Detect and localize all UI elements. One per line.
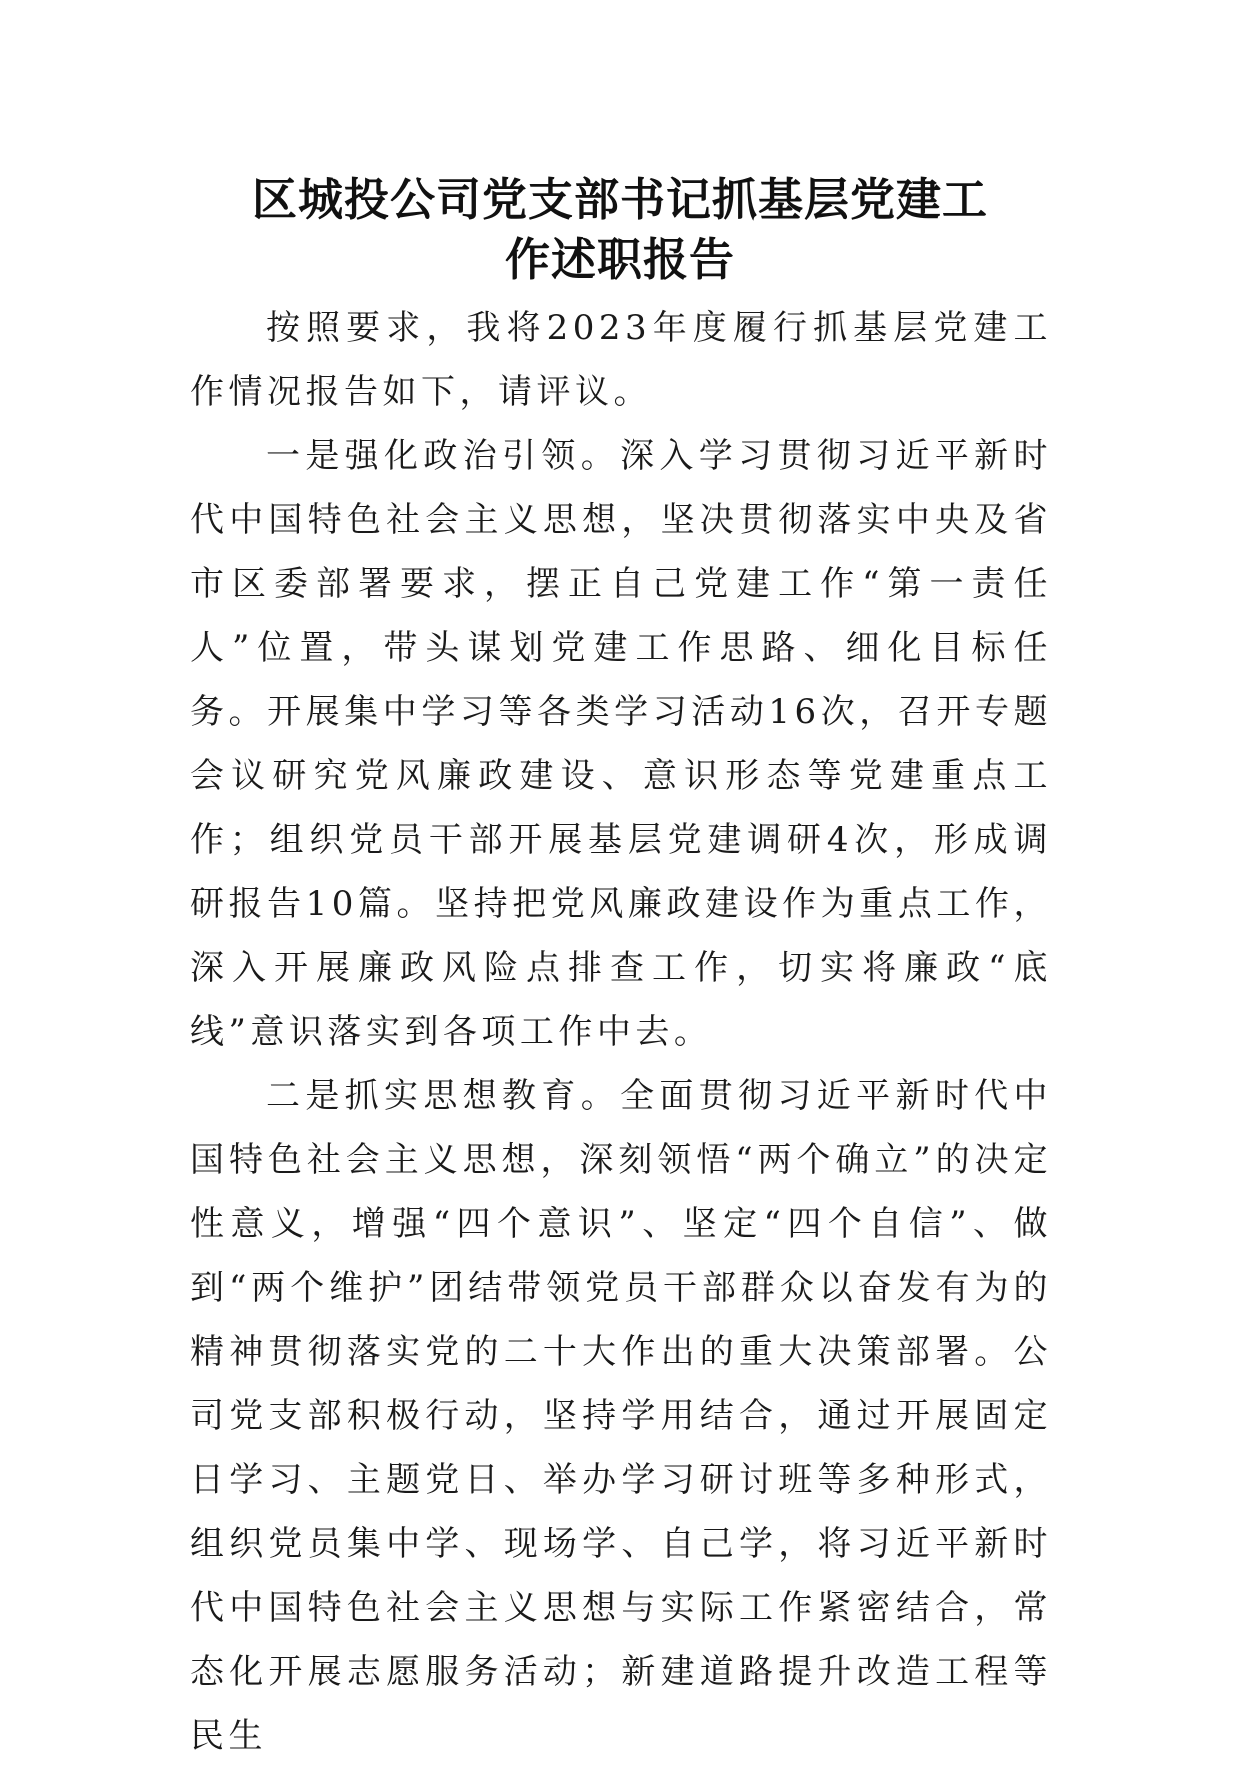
title-line-1: 区城投公司党支部书记抓基层党建工	[251, 173, 988, 226]
document-body	[190, 296, 1052, 1768]
title-line-2: 作述职报告	[504, 233, 735, 286]
document-title	[190, 170, 1050, 290]
paragraph-intro: 按照要求，我将2023年度履行抓基层党建工作情况报告如下，请评议。	[190, 308, 1052, 412]
paragraph-ideological-education: 二是抓实思想教育。全面贯彻习近平新时代中国特色社会主义思想，深刻领悟“两个确立”的决定性意义，增强“四个意识”、坚定“四个自信”、做到“两个维护”团结带领党员干部群众以奋发有为的精神贯彻落实党的二十大作出的重大决策部署。公司党支部积极行动，坚持学用结合，通过开展固定日学习、主题党日、举办学习研讨班等多种形式，组织党员集中学、现场学、自己学，将习近平新时代中国特色社会主义思想与实际工作紧密结合，常态化开展志愿服务活动；新建道路提升改造工程等民生	[190, 1076, 1052, 1756]
paragraph-political-leadership: 一是强化政治引领。深入学习贯彻习近平新时代中国特色社会主义思想，坚决贯彻落实中央及省市区委部署要求，摆正自己党建工作“第一责任人”位置，带头谋划党建工作思路、细化目标任务。开展集中学习等各类学习活动16次，召开专题会议研究党风廉政建设、意识形态等党建重点工作；组织党员干部开展基层党建调研4次，形成调研报告10篇。坚持把党风廉政建设作为重点工作，深入开展廉政风险点排查工作，切实将廉政“底线”意识落实到各项工作中去。	[190, 436, 1052, 1052]
